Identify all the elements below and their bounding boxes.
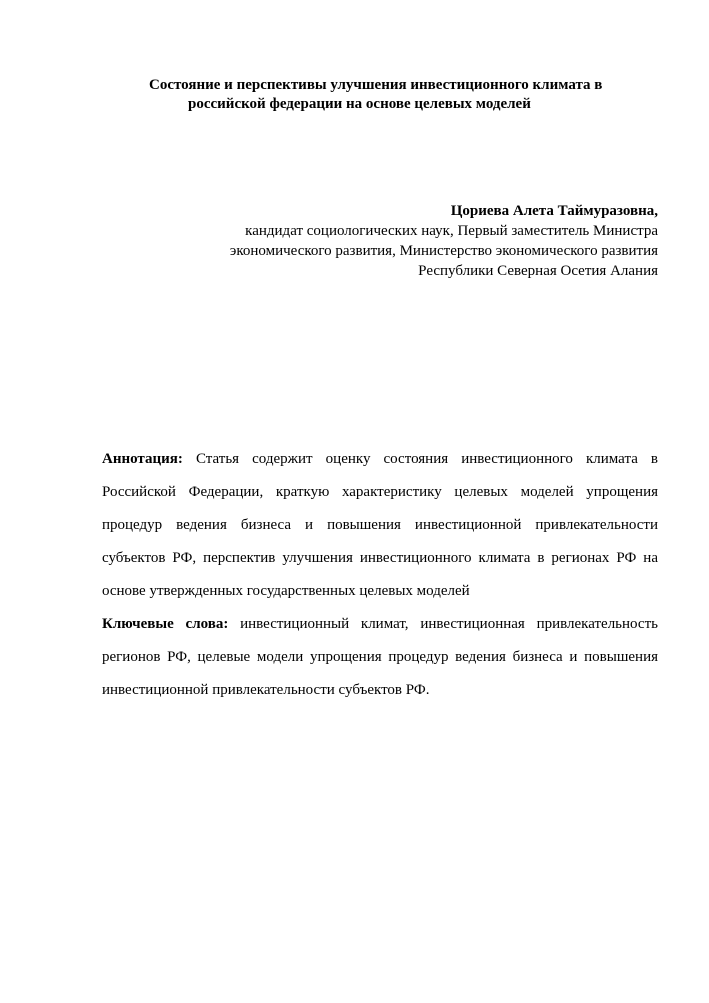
author-block xyxy=(98,201,658,281)
keywords-paragraph xyxy=(102,608,658,707)
author-affiliation-line-3: Республики Северная Осетия Алания xyxy=(418,263,658,279)
author-affiliation-line-2: экономического развития, Министерство экономического развития xyxy=(229,243,658,259)
annotation-text: Статья содержит оценку состояния инвестиционного климата в Российской Федерации, краткую характеристику целевых моделей упрощения процедур ведения бизнеса и повышения инвестиционной привлекательности субъектов РФ, перспектив улучшения инвестиционного климата в регионах РФ на основе утвержденных государственных целевых моделей xyxy=(102,451,659,599)
abstract-section xyxy=(102,443,658,707)
keywords-label: Ключевые слова: xyxy=(102,616,241,632)
document-title-line-2: российской федерации на основе целевых моделей xyxy=(188,96,531,112)
document-title-line-1: Состояние и перспективы улучшения инвестиционного климата в xyxy=(149,77,603,93)
author-affiliation-line-1: кандидат социологических наук, Первый заместитель Министра xyxy=(245,223,658,239)
keywords-text: инвестиционный климат, инвестиционная привлекательность регионов РФ, целевые модели упрощения процедур ведения бизнеса и повышения инвестиционной привлекательности субъектов РФ. xyxy=(102,616,658,698)
author-name: Цориева Алета Таймуразовна, xyxy=(450,203,658,219)
annotation-paragraph xyxy=(102,443,658,608)
annotation-label: Аннотация: xyxy=(102,451,196,467)
document-title xyxy=(100,76,700,114)
